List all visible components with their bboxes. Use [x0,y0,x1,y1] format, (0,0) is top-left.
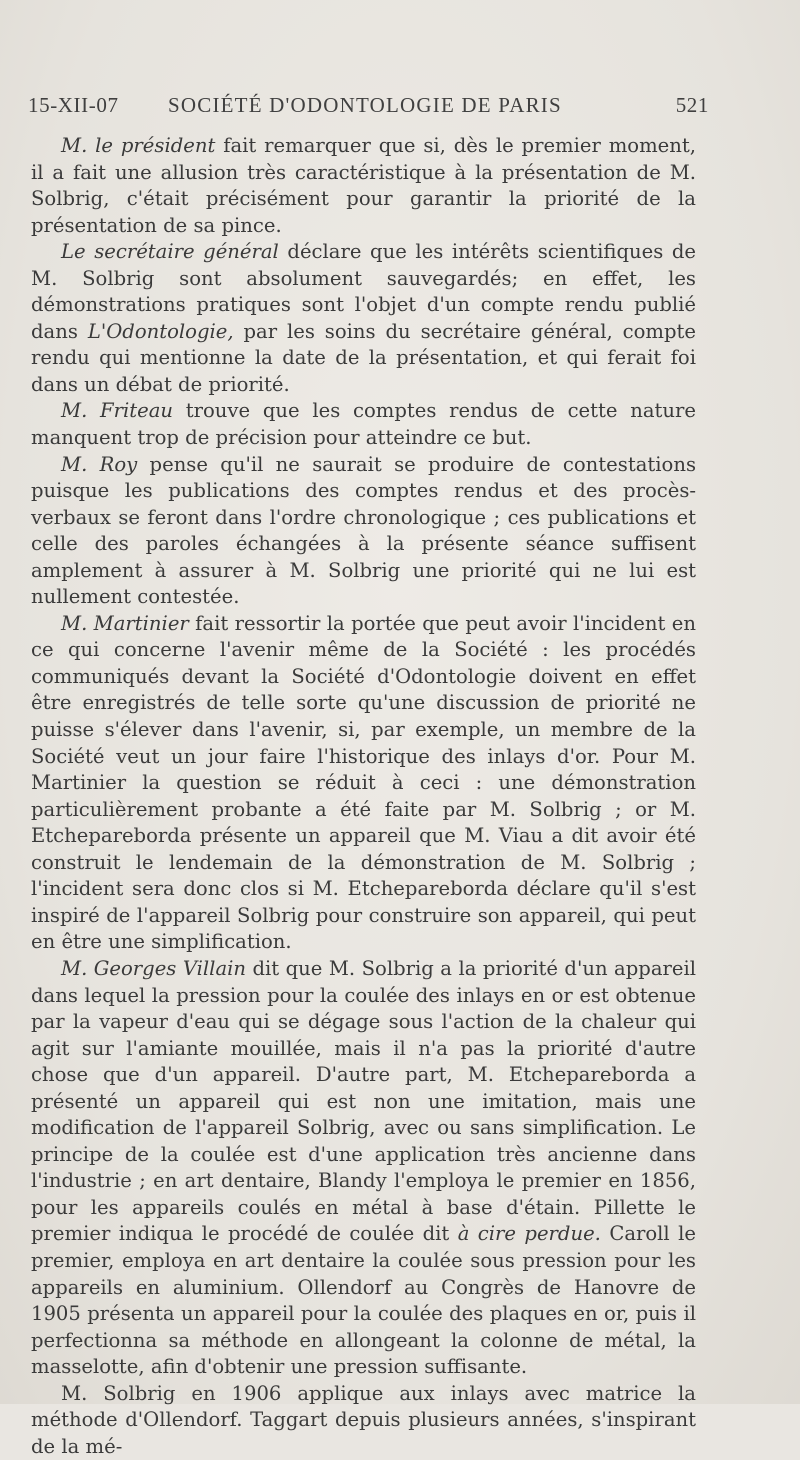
publication-title: L'Odontologie, [87,319,234,343]
paragraph-text: déclare que les intérêts scientifiques de M. Solbrig sont absolument sauvegardés; en effet, les démonstrations pratiques sont l'objet d'un compte rendu publié dans [31,240,696,343]
paragraph [31,398,696,451]
paragraph-text: fait remarquer que si, dès le premier moment, il a fait une allusion très caractéristique à la présentation de M. Solbrig, c'était précisément pour garantir la priorité de la présentation de sa pince. [31,134,696,237]
paragraph [31,133,696,239]
speaker-name: M. Martinier [61,611,189,635]
paragraph [31,611,696,956]
speaker-name: M. le président [61,134,216,157]
header-title: SOCIÉTÉ D'ODONTOLOGIE DE PARIS [168,93,562,117]
paragraph-text: fait ressortir la portée que peut avoir l'incident en ce qui concerne l'avenir même de la Société : les procédés communiqués devant la Société d'Odontologie doivent en effet être enregistrés de telle sorte qu'une discussion de priorité ne puisse s'élever dans l'avenir, si, par exemple, un membre de la Société veut un jour faire l'historique des inlays d'or. Pour M. Martinier la question se réduit à ceci : une démonstration particulièrement probante a été faite par M. Solbrig ; or M. Etchepareborda présente un appareil que M. Viau a dit avoir été construit le lendemain de la démonstration de M. Solbrig ; l'incident sera donc clos si M. Etchepareborda déclare qu'il s'est inspiré de l'appareil Solbrig pour construire son appareil, qui peut en être une simplification. [31,611,696,954]
paragraph [31,452,696,611]
paragraph [31,1381,696,1460]
speaker-name: M. Friteau [61,399,174,423]
italic-phrase: à cire perdue. [457,1222,601,1246]
paragraph-text-continued: Caroll le premier, employa en art dentaire la coulée sous pression pour les appareils en aluminium. Ollendorf au Congrès de Hanovre de 1905 présenta un appareil pour la coulée des plaques en or, puis il perfectionna sa méthode en allongeant la colonne de métal, la masselotte, afin d'obtenir une pression suffisante. [31,1222,696,1379]
paragraph-text: M. Solbrig en 1906 applique aux inlays avec matrice la méthode d'Ollendorf. Taggart depuis plusieurs années, s'inspirant de la mé- [31,1381,696,1458]
speaker-name: M. Georges Villain [61,956,247,980]
header-date: 15-XII-07 [28,93,119,117]
paragraph [31,956,696,1381]
paragraph-text: pense qu'il ne saurait se produire de contestations puisque les publications des comptes rendus et des procès-verbaux se feront dans l'ordre chronologique ; ces publications et celle des paroles échangées à la présente séance suffisent amplement à assurer à M. Solbrig une priorité qui ne lui est nullement contestée. [31,452,696,609]
paragraph-text-continued: par les soins du secrétaire général, compte rendu qui mentionne la date de la présentation, et qui ferait foi dans un débat de priorité. [31,319,696,396]
paragraph-text: dit que M. Solbrig a la priorité d'un appareil dans lequel la pression pour la coulée des inlays en or est obtenue par la vapeur d'eau qui se dégage sous l'action de la chaleur qui agit sur l'amiante mouillée, mais il n'a pas la priorité d'autre chose que d'un appareil. D'autre part, M. Etchepareborda a présenté un appareil qui est non une imitation, mais une modification de l'appareil Solbrig, avec ou sans simplification. Le principe de la coulée est d'une application très ancienne dans l'industrie ; en art dentaire, Blandy l'employa le premier en 1856, pour les appareils coulés en métal à base d'étain. Pillette le premier indiqua le procédé de coulée dit [31,956,696,1246]
page-body [31,133,696,1460]
paragraph [31,239,696,398]
running-header [28,93,709,123]
page-number: 521 [675,93,709,117]
paragraph-text: trouve que les comptes rendus de cette nature manquent trop de précision pour atteindre ce but. [31,399,696,450]
speaker-name: M. Roy [61,452,138,476]
speaker-name: Le secrétaire général [61,240,279,264]
